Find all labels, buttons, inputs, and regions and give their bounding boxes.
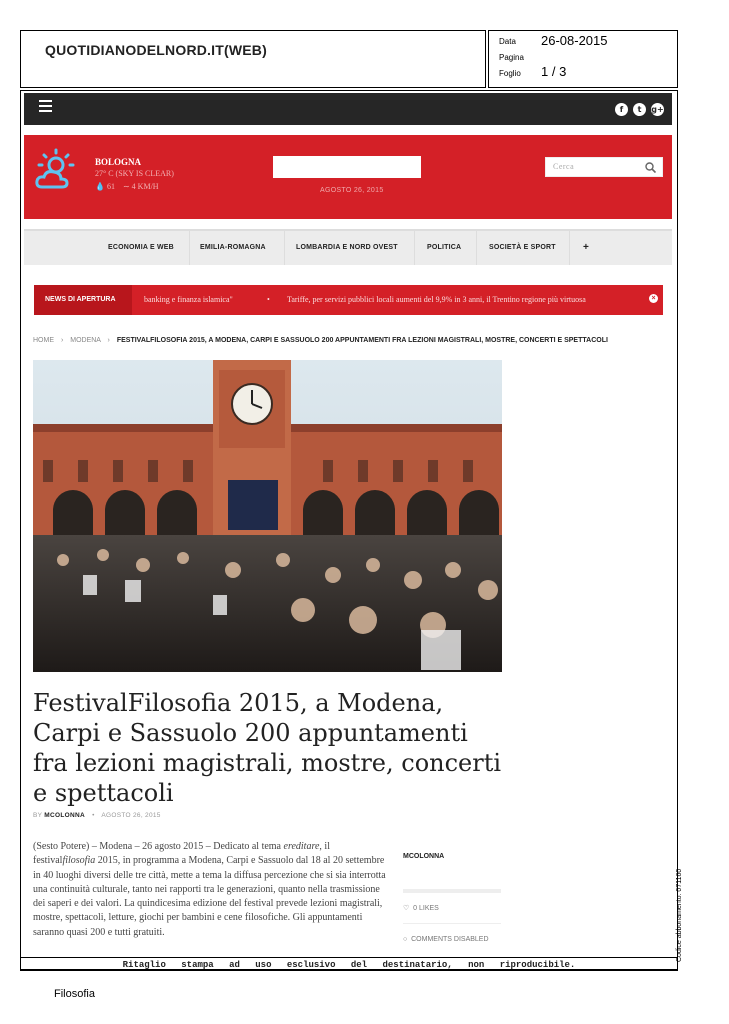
nav-divider [476, 231, 477, 265]
breadcrumb-section[interactable]: MODENA [70, 337, 101, 344]
foglio-label: Foglio [499, 69, 521, 78]
breadcrumb-separator: › [60, 337, 64, 344]
partly-cloudy-weather-icon [32, 147, 80, 195]
site-topbar [24, 93, 672, 125]
clipping-tag: Filosofia [54, 988, 95, 1000]
nav-item-economia[interactable]: ECONOMIA E WEB [108, 244, 174, 251]
comment-icon: ○ [403, 936, 408, 943]
site-date: AGOSTO 26, 2015 [320, 187, 384, 194]
news-separator: • [267, 295, 270, 304]
nav-item-politica[interactable]: POLITICA [427, 244, 462, 251]
data-label: Data [499, 37, 516, 46]
humidity-icon: 💧 [95, 182, 105, 191]
nav-item-emilia-romagna[interactable]: EMILIA-ROMAGNA [200, 244, 266, 251]
breadcrumb [33, 337, 608, 344]
likes-button[interactable]: ♡ 0 LIKES [403, 905, 439, 912]
google-plus-icon[interactable]: g+ [651, 105, 664, 114]
breadcrumb-separator: › [107, 337, 110, 344]
data-value: 26-08-2015 [541, 33, 608, 48]
comments-status: ○ COMMENTS DISABLED [403, 936, 489, 943]
facebook-icon[interactable]: f [615, 103, 628, 116]
clipping-notice: Ritaglio stampa ad uso esclusivo del destinatario, non riproducibile. [122, 960, 576, 970]
main-navigation [24, 229, 672, 265]
nav-item-lombardia[interactable]: LOMBARDIA E NORD OVEST [296, 244, 398, 251]
search-placeholder: Cerca [553, 162, 575, 171]
site-header [24, 135, 672, 219]
byline-author[interactable]: MCOLONNA [44, 812, 85, 819]
nav-divider [284, 231, 285, 265]
byline-by: BY [33, 812, 43, 819]
news-item[interactable]: banking e finanza islamica" [144, 295, 233, 304]
sidebar-author[interactable]: MCOLONNA [403, 853, 445, 860]
article-body: (Sesto Potere) – Modena – 26 agosto 2015 – Dedicato al tema ereditare, il festivalfilosofia 2015, in programma a Modena, Carpi e Sassuolo dal 18 al 20 settembre in 40 luoghi diversi delle tre città, mette a tema la diffusa percezione che si sia interrotta una continuità culturale, tanto nei rapporti tra le generazioni, quanto nella trasmissione dei saperi e dei valori. La quindicesima edizione del festival prevede lezioni magistrali, mostre, spettacoli, letture, giochi per bambini e cene filosofiche. Gli appuntamenti saranno quasi 200 e tutti gratuiti. [33, 841, 386, 938]
publication-name: QUOTIDIANODELNORD.IT(WEB) [45, 42, 267, 58]
news-ticker-label: NEWS DI APERTURA [34, 285, 132, 315]
nav-item-societa-sport[interactable]: SOCIETÀ E SPORT [489, 244, 556, 251]
search-input[interactable] [545, 157, 663, 177]
weather-temperature: 27° C (SKY IS CLEAR) [95, 169, 174, 178]
hamburger-menu-icon[interactable] [39, 100, 52, 115]
clipping-meta-box [488, 30, 678, 88]
breadcrumb-current: FESTIVALFILOSOFIA 2015, A MODENA, CARPI E SASSUOLO 200 APPUNTAMENTI FRA LEZIONI MAGISTRALI, MOSTRE, CONCERTI E SPETTACOLI [116, 337, 608, 344]
pagina-label: Pagina [499, 53, 524, 62]
article-photo [33, 360, 502, 672]
nav-divider [414, 231, 415, 265]
humidity-value: 61 [106, 182, 115, 191]
close-icon[interactable]: × [649, 294, 658, 303]
sidebar-divider [403, 889, 501, 893]
foglio-value: 1 / 3 [541, 64, 567, 79]
wind-icon: ∼ [122, 182, 130, 191]
publication-box [20, 30, 486, 88]
clipping-notice-box [20, 957, 678, 971]
heart-icon: ♡ [403, 905, 410, 912]
byline-dot: • [92, 812, 95, 819]
site-logo[interactable] [273, 156, 421, 178]
weather-details [95, 182, 159, 191]
wind-value: 4 KM/H [131, 182, 159, 191]
news-item[interactable]: Tariffe, per servizi pubblici locali aumenti del 9,9% in 3 anni, il Trentino regione più virtuosa [287, 295, 586, 304]
nav-divider [569, 231, 570, 265]
subscription-code: Codice abbonamento: 071160 [676, 868, 683, 962]
twitter-icon[interactable]: t [633, 103, 646, 116]
search-icon[interactable] [645, 162, 656, 173]
breadcrumb-home[interactable]: HOME [33, 337, 54, 344]
article-title: FestivalFilosofia 2015, a Modena, Carpi e Sassuolo 200 appuntamenti fra lezioni magistrali, mostre, concerti e spettacoli [33, 689, 502, 807]
article-byline [33, 812, 161, 819]
nav-divider [189, 231, 190, 265]
news-ticker [34, 285, 663, 315]
nav-more-button[interactable]: + [583, 242, 590, 253]
byline-date: AGOSTO 26, 2015 [101, 812, 161, 819]
weather-city: BOLOGNA [95, 157, 142, 167]
sidebar-divider [403, 923, 501, 924]
